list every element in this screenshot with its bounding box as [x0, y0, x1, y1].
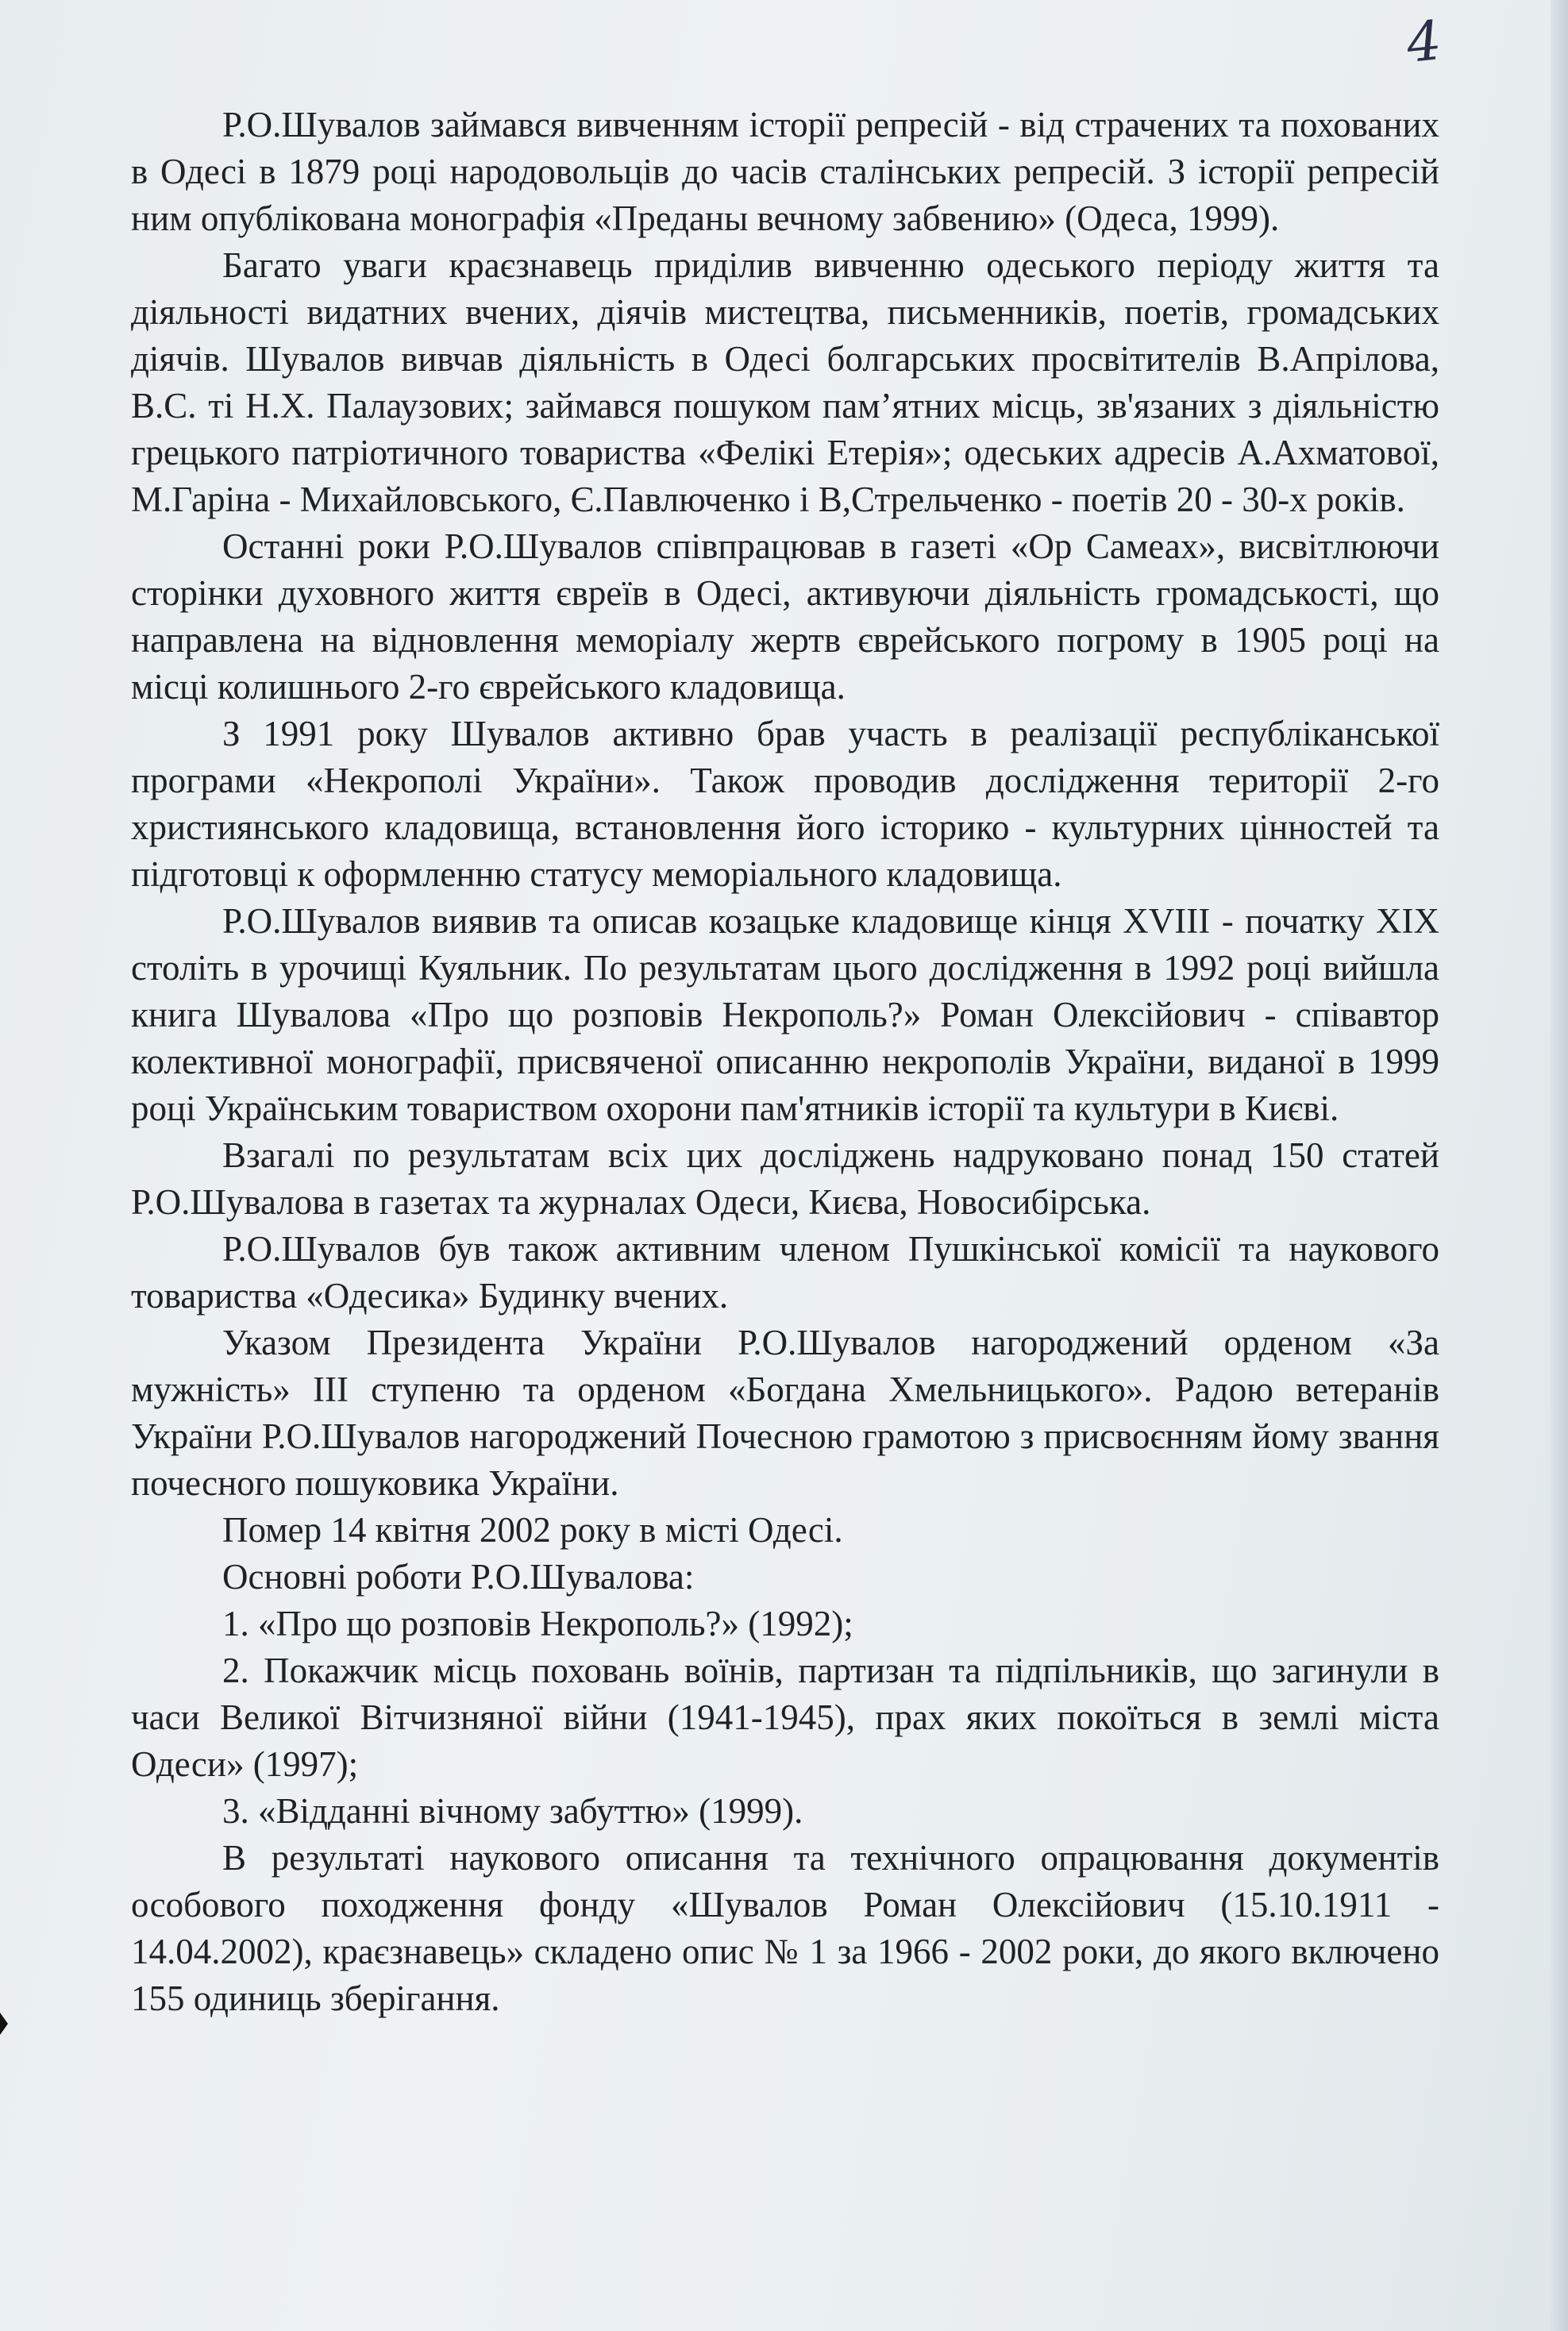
works-list-item: 3. «Відданні вічному забуттю» (1999).: [222, 1791, 803, 1831]
paragraph-odesa-period: Багато уваги краєзнавець приділив вивченню одеського періоду життя та діяльності видатних вчених, діячів мистецтва, письменників, поетів, громадських діячів. Шувалов вивчав діяльність в Одесі болгарських просвітителів В.Апрілова, В.С. ті Н.Х. Палаузових; займався пошуком пам’ятних місць, зв'язаних з діяльністю грецького патріотичного товариства «Фелікі Етерія»; одеських адресів А.Ахматової, М.Гаріна - Михайловського, Є.Павлюченко і В,Стрельченко - поетів 20 - 30-х років.: [131, 245, 1439, 519]
paragraph-works-heading: Основні роботи Р.О.Шувалова:: [222, 1557, 695, 1597]
paragraph-death: Помер 14 квітня 2002 року в місті Одесі.: [222, 1510, 843, 1550]
paragraph-inventory-summary: В результаті наукового описання та технічного опрацювання документів особового походження фонду «Шувалов Роман Олексійович (15.10.1911 - 14.04.2002), краєзнавець» складено опис № 1 за 1966 - 2002 роки, до якого включено 155 одиниць зберігання.: [131, 1838, 1439, 2018]
works-list-item: 2. Покажчик місць поховань воїнів, партизан та підпільників, що загинули в часи Великої Вітчизняної війни (1941-1945), прах яких покоїться в землі міста Одеси» (1997);: [131, 1651, 1439, 1784]
handwritten-page-number: 4: [1403, 9, 1445, 76]
paragraph-necropolis-program: З 1991 року Шувалов активно брав участь в реалізації республіканської програми «Некрополі України». Також проводив дослідження території 2-го християнського кладовища, встановлення його історико - культурних цінностей та підготовці к оформленню статусу меморіального кладовища.: [131, 714, 1439, 894]
paragraph-pushkin-commission: Р.О.Шувалов був також активним членом Пушкінської комісії та наукового товариства «Одесика» Будинку вчених.: [131, 1229, 1439, 1316]
body-text: [131, 102, 1439, 2022]
page-edge-shadow: [1551, 0, 1568, 2331]
works-list-item: 1. «Про що розповів Некрополь?» (1992);: [222, 1604, 853, 1643]
margin-punch-mark: [0, 2013, 8, 2035]
paragraph-cossack-cemetery: Р.О.Шувалов виявив та описав козацьке кладовище кінця XVIII - початку XIX століть в урочищі Куяльник. По результатам цього дослідження в 1992 році вийшла книга Шувалова «Про що розповів Некрополь?» Роман Олексійович - співавтор колективної монографії, присвяченої описанню некрополів України, виданої в 1999 році Українським товариством охорони пам'ятників історії та культури в Києві.: [131, 901, 1439, 1128]
paragraph-repressions: Р.О.Шувалов займався вивченням історії репресій - від страчених та похованих в Одесі в 1879 році народовольців до часів сталінських репресій. З історії репресій ним опублікована монографія «Преданы вечному забвению» (Одеса, 1999).: [131, 105, 1439, 238]
paragraph-publications: Взагалі по результатам всіх цих досліджень надруковано понад 150 статей Р.О.Шувалова в газетах та журналах Одеси, Києва, Новосибірська.: [131, 1135, 1439, 1222]
paragraph-awards: Указом Президента України Р.О.Шувалов нагороджений орденом «За мужність» III ступеню та орденом «Богдана Хмельницького». Радою ветеранів України Р.О.Шувалов нагороджений Почесною грамотою з присвоєнням йому звання почесного пошуковика України.: [131, 1323, 1439, 1503]
paragraph-or-sameah: Останні роки Р.О.Шувалов співпрацював в газеті «Ор Самеах», висвітлюючи сторінки духовного життя євреїв в Одесі, активуючи діяльність громадськості, що направлена на відновлення меморіалу жертв єврейського погрому в 1905 році на місці колишнього 2-го єврейського кладовища.: [131, 526, 1439, 707]
